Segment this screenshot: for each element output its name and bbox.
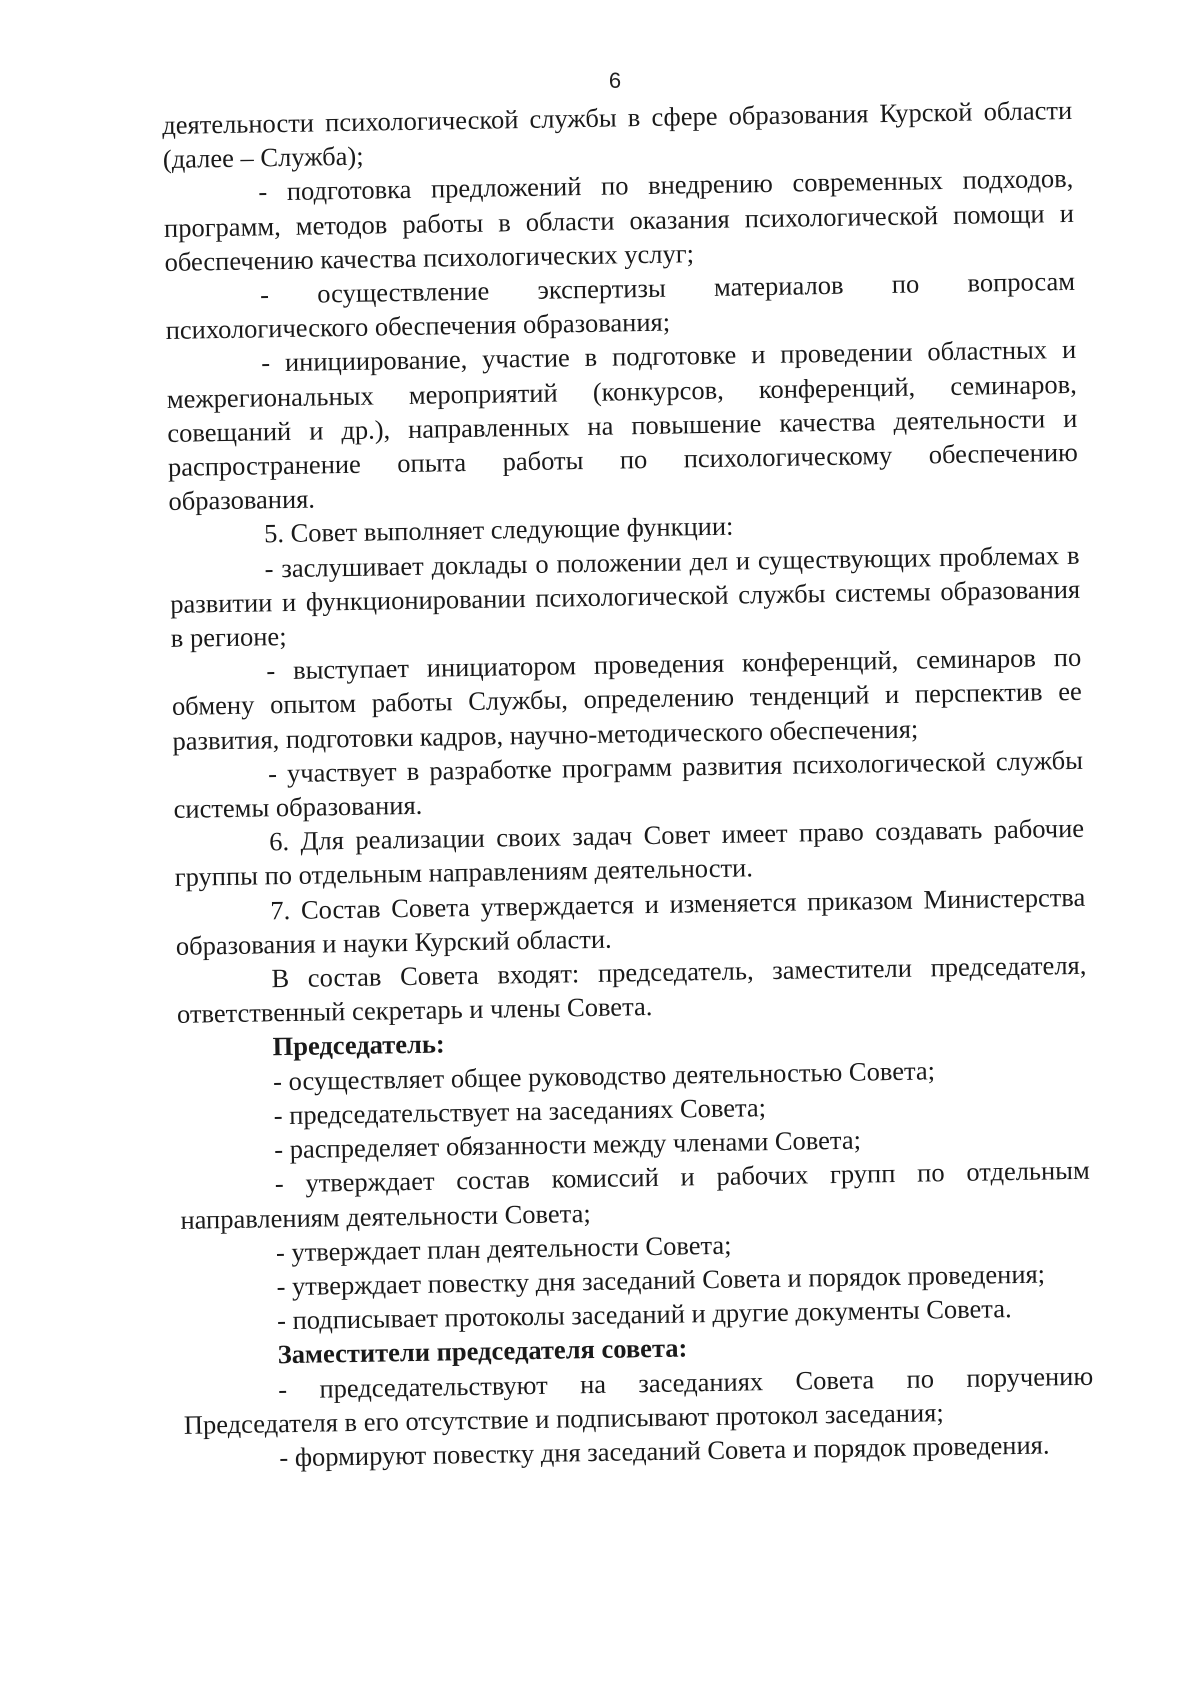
paragraph: - распределяет обязанности между членами Совета; <box>274 1124 862 1165</box>
section-heading: Председатель: <box>272 1028 445 1062</box>
paragraph: 7. Состав Совета утверждается и изменяется приказом Министерства образования и науки Курский области. <box>175 881 1086 961</box>
paragraph: - подписывает протоколы заседаний и другие документы Совета. <box>276 1293 1012 1336</box>
paragraph: 6. Для реализации своих задач Совет имеет право создавать рабочие группы по отдельным направлениям деятельности. <box>174 813 1085 893</box>
paragraph: 5. Совет выполняет следующие функции: <box>263 511 734 549</box>
page-number: 6 <box>608 68 622 93</box>
paragraph: деятельности психологической службы в сфере образования Курской области (далее – Служба); <box>162 94 1073 175</box>
paragraph: - инициирование, участие в подготовке и проведении областных и межрегиональных мероприятий (конкурсов, конференций, семинаров, совещаний и др.), направленных на повышение качества деятельности и распространение опыта работы по психологическому обеспечению образования. <box>166 334 1079 517</box>
paragraph: - утверждает состав комиссий и рабочих групп по отдельным направлениям деятельности Совета; <box>180 1155 1090 1235</box>
paragraph: - председательствуют на заседаниях Совета по поручению Председателя в его отсутствие и подписывают протокол заседания; <box>183 1360 1094 1440</box>
paragraph: - утверждает план деятельности Совета; <box>275 1229 732 1267</box>
paragraph: - участвует в разработке программ развития психологической службы системы образования. <box>173 744 1084 824</box>
paragraph: - формируют повестку дня заседаний Совета и порядок проведения. <box>279 1429 1050 1473</box>
paragraph: - осуществляет общее руководство деятельностью Совета; <box>272 1055 936 1096</box>
paragraph: В состав Совета входят: председатель, заместители председателя, ответственный секретарь и члены Совета. <box>176 949 1087 1030</box>
paragraph: - выступает инициатором проведения конференций, семинаров по обмену опытом работы Службы, определению тенденций и перспектив ее развития, подготовки кадров, научно-методического обеспечения; <box>171 642 1083 756</box>
paragraph: - утверждает повестку дня заседаний Совета и порядок проведения; <box>276 1258 1046 1302</box>
paragraph: - заслушивает доклады о положении дел и существующих проблемах в развитии и функционировании психологической службы системы образования в регионе; <box>169 539 1081 653</box>
paragraph: - осуществление экспертизы материалов по вопросам психологического обеспечения образования; <box>165 265 1076 346</box>
paragraph: - подготовка предложений по внедрению современных подходов, программ, методов работы в области оказания психологической помощи и обеспечению качества психологических услуг; <box>163 163 1075 277</box>
paragraph: - председательствует на заседаниях Совета; <box>273 1092 767 1131</box>
document-body <box>162 93 1095 1476</box>
section-heading: Заместители председателя совета: <box>277 1332 688 1370</box>
